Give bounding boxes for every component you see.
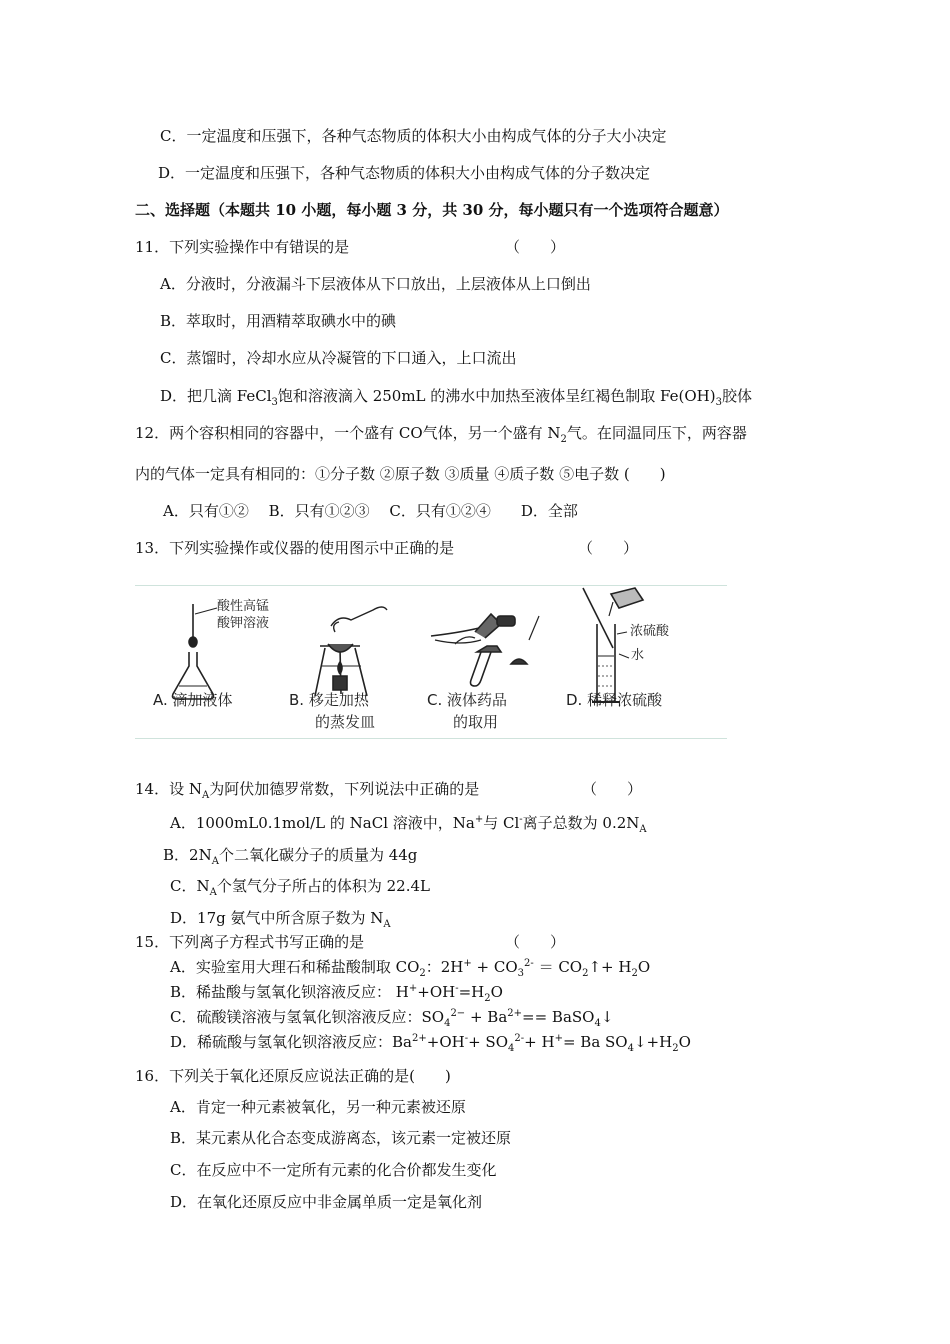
q15-option-b: B．稀盐酸与氢氧化钡溶液反应： $H^++OH^-=H_2O$ [170, 983, 503, 1004]
q11-answer-bracket: （ ） [505, 238, 566, 256]
label-kmno4-line2: 酸钾溶液 [217, 616, 270, 631]
q14-answer-bracket: （ ） [582, 780, 643, 798]
q15-option-c: C．硫酸镁溶液与氢氧化钡溶液反应：$SO_4^{2-} + Ba^{2+}==$ BaSO$_4$↓ [170, 1008, 614, 1029]
caption-a: A. 滴加液体 [153, 691, 233, 709]
q12-options: A．只有①② B．只有①②③ C．只有①②④ D．全部 [163, 502, 578, 520]
q15-option-d: D．稀硫酸与氢氧化钡溶液反应：$Ba^{2+}+OH^-+ SO_4^{2-}+ H^+= Ba$ $SO_4↓+H_2O$ [170, 1033, 691, 1054]
q11-option-b: B．萃取时，用酒精萃取碘水中的碘 [160, 312, 397, 330]
q12-stem: 12．两个容积相同的容器中，一个盛有 CO气体，另一个盛有 $N_2$气。在同温同压下，两容器 [135, 424, 747, 445]
q13-stem: 13．下列实验操作或仪器的使用图示中正确的是 [135, 539, 455, 557]
q14-option-d: D．17g 氨气中所含原子数为 $N_A$ [170, 909, 391, 930]
q14-option-c: C．$N_A$个氢气分子所占的体积为 22.4L [170, 877, 430, 898]
caption-d: D. 稀释浓硫酸 [566, 691, 663, 709]
caption-c-line2: 的取用 [453, 713, 499, 731]
q13-figure [135, 585, 727, 739]
q16-option-b: B．某元素从化合态变成游离态，该元素一定被还原 [170, 1129, 512, 1147]
q11-option-d: D．把几滴 FeCl$_3$饱和溶液滴入 250mL 的沸水中加热至液体呈红褐色制取 $Fe(OH)_3$胶体 [160, 387, 752, 408]
caption-b-line2: 的蒸发皿 [315, 713, 376, 731]
q14-stem: 14．设 $N_A$为阿伏加德罗常数，下列说法中正确的是 [135, 780, 480, 801]
label-water: 水 [631, 648, 645, 663]
caption-c-line1: C. 液体药品 [427, 691, 508, 709]
q15-answer-bracket: （ ） [505, 933, 566, 951]
q11-stem: 11．下列实验操作中有错误的是 [135, 238, 350, 256]
label-kmno4-line1: 酸性高锰 [217, 599, 270, 614]
q14-option-a: A．1000mL0.1mol/L 的 NaCl 溶液中，Na+与 Cl-离子总数为 $0.2N_A$ [170, 814, 647, 835]
graduated-cylinder-icon [583, 588, 643, 702]
section-heading: 二、选择题（本题共 10 小题，每小题 3 分，共 30 分，每小题只有一个选项符合题意） [135, 201, 729, 219]
q14-option-b: B．$2N_A$个二氧化碳分子的质量为 44g [163, 846, 418, 867]
q16-option-a: A．肯定一种元素被氧化，另一种元素被还原 [170, 1098, 466, 1116]
q16-stem: 16．下列关于氧化还原反应说法正确的是( ) [135, 1067, 451, 1085]
option-d-previous: D．一定温度和压强下，各种气态物质的体积大小由构成气体的分子数决定 [158, 164, 651, 182]
tripod-dish-icon [315, 607, 387, 696]
q11-option-a: A．分液时，分液漏斗下层液体从下口放出，上层液体从上口倒出 [160, 275, 591, 293]
q11-option-c: C．蒸馏时，冷却水应从冷凝管的下口通入，上口流出 [160, 349, 517, 367]
option-c-previous: C．一定温度和压强下，各种气态物质的体积大小由构成气体的分子大小决定 [160, 127, 667, 145]
test-tube-bottle-icon [431, 614, 539, 686]
flask-dropper-icon [173, 604, 218, 699]
q13-answer-bracket: （ ） [578, 539, 639, 557]
q15-stem: 15．下列离子方程式书写正确的是 [135, 933, 365, 951]
q16-option-c: C．在反应中不一定所有元素的化合价都发生变化 [170, 1161, 497, 1179]
caption-b-line1: B. 移走加热 [289, 691, 369, 709]
q16-option-d: D．在氧化还原反应中非金属单质一定是氧化剂 [170, 1193, 483, 1211]
label-conc-h2so4: 浓硫酸 [630, 624, 670, 639]
q15-option-a: A．实验室用大理石和稀盐酸制取 $CO_2$：$2H^+ + CO_3^{2-}$ ＝ $CO_2↑+ H_2O$ [170, 958, 651, 979]
q12-stem-line2: 内的气体一定具有相同的：①分子数 ②原子数 ③质量 ④质子数 ⑤电子数 ( ) [135, 465, 666, 483]
